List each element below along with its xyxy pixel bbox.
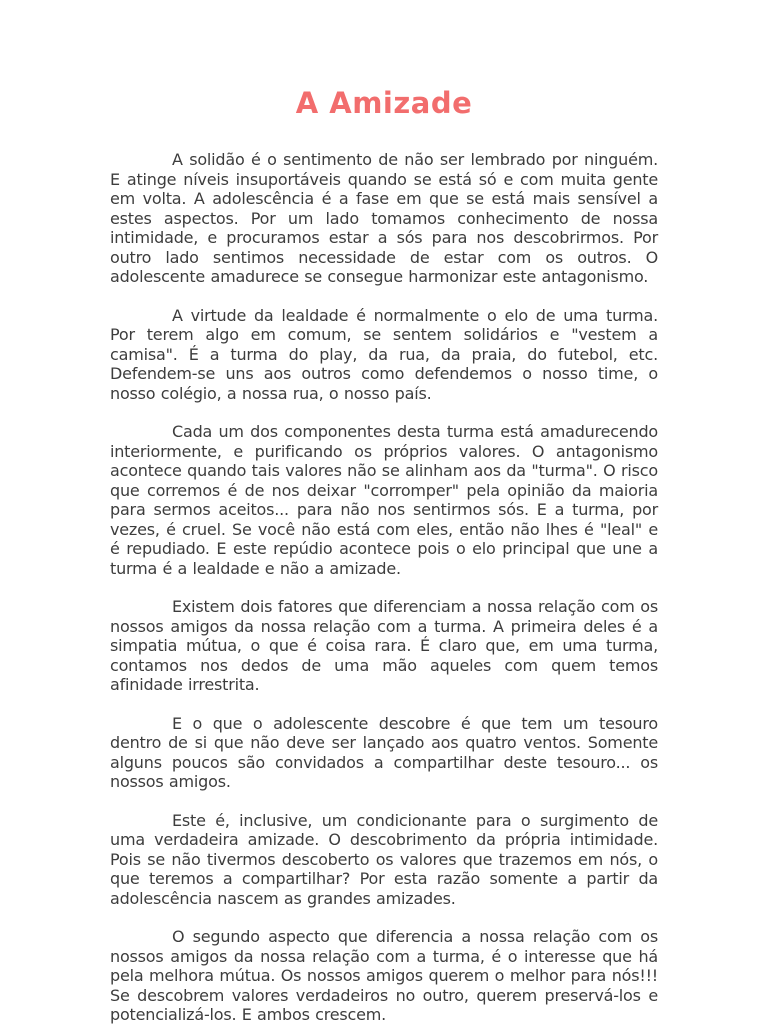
paragraph-4: Existem dois fatores que diferenciam a nossa relação com os nossos amigos da nossa relação com a turma. A primeira deles é a simpatia mútua, o que é coisa rara. É claro que, em uma turma, contamos nos dedos de uma mão aqueles com quem temos afinidade irrestrita. bbox=[110, 597, 658, 694]
paragraph-2: A virtude da lealdade é normalmente o elo de uma turma. Por terem algo em comum, se sentem solidários e "vestem a camisa". É a turma do play, da rua, da praia, do futebol, etc. Defendem-se uns aos outros como defendemos o nosso time, o nosso colégio, a nossa rua, o nosso país. bbox=[110, 305, 658, 403]
paragraph-5: E o que o adolescente descobre é que tem um tesouro dentro de si que não deve ser lançado aos quatro ventos. Somente alguns poucos são convidados a compartilhar deste tesouro... os nossos amigos. bbox=[110, 713, 658, 791]
page-title: A Amizade bbox=[295, 86, 473, 120]
paragraph-3: Cada um dos componentes desta turma está amadurecendo interiormente, e purificando os próprios valores. O antagonismo acontece quando tais valores não se alinham aos da "turma". O risco que corremos é de nos deixar "corromper" pela opinião da maioria para sermos aceitos... para não nos sentirmos sós. E a turma, por vezes, é cruel. Se você não está com eles, então não lhes é "leal" e é repudiado. E este repúdio acontece pois o elo principal que une a turma é a lealdade e não a amizade. bbox=[110, 422, 658, 578]
paragraph-6: Este é, inclusive, um condicionante para o surgimento de uma verdadeira amizade. O descobrimento da própria intimidade. Pois se não tivermos descoberto os valores que trazemos em nós, o que teremos a compartilhar? Por esta razão somente a partir da adolescência nascem as grandes amizades. bbox=[110, 810, 658, 908]
paragraph-1: A solidão é o sentimento de não ser lembrado por ninguém. E atinge níveis insuportáveis quando se está só e com muita gente em volta. A adolescência é a fase em que se está mais sensível a estes aspectos. Por um lado tomamos conhecimento de nossa intimidade, e procuramos estar a sós para nos descobrirmos. Por outro lado sentimos necessidade de estar com os outros. O adolescente amadurece se consegue harmonizar este antagonismo. bbox=[110, 150, 658, 286]
document-body bbox=[110, 150, 658, 1025]
paragraph-7: O segundo aspecto que diferencia a nossa relação com os nossos amigos da nossa relação com a turma, é o interesse que há pela melhora mútua. Os nossos amigos querem o melhor para nós!!! Se descobrem valores verdadeiros no outro, querem preservá-los e potencializá-los. E ambos crescem. bbox=[110, 927, 658, 1024]
